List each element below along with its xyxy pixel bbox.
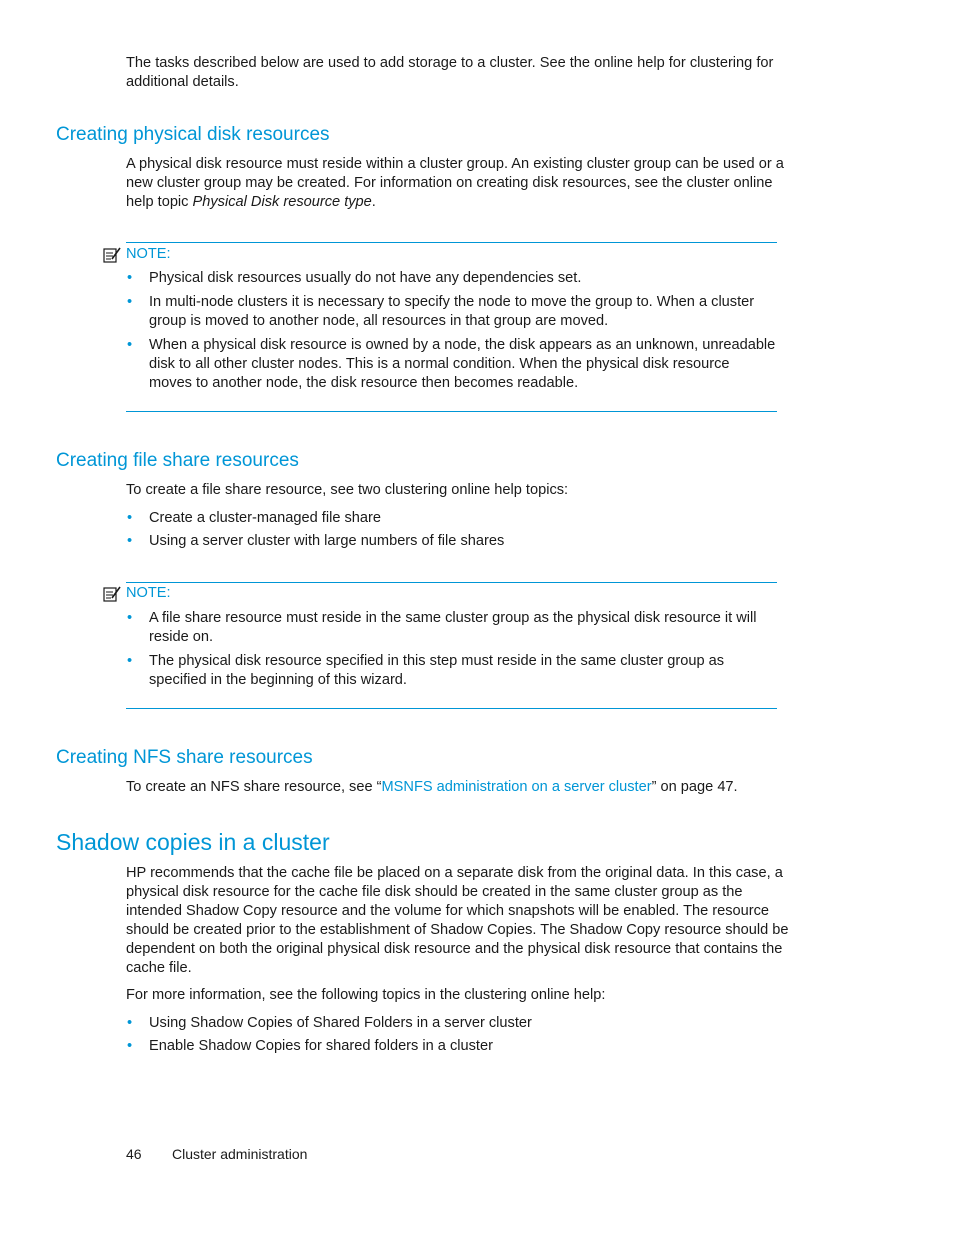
msnfs-admin-link[interactable]: MSNFS administration on a server cluster	[381, 779, 652, 795]
page-footer	[126, 1145, 307, 1164]
physical-disk-text: A physical disk resource must reside within a cluster group. An existing cluster group can be used or a new cluster group may be created. For information on creating disk resources, see the cluster online help topic	[126, 156, 784, 210]
note-top-rule	[126, 582, 777, 583]
list-item	[126, 1014, 786, 1033]
note-bottom-rule	[126, 708, 777, 709]
list-item-text: In multi-node clusters it is necessary to specify the node to move the group to. When a cluster group is moved to another node, all resources in that group are moved.	[149, 294, 755, 329]
bullet-icon: •	[127, 653, 133, 669]
shadow-paragraph: HP recommends that the cache file be placed on a separate disk from the original data. In this case, a physical disk resource for the cache file disk should be created in the same cluster group as the intended Shadow Copy resource and the volume for which snapshots will be enabled. The resource should be created prior to the establishment of Shadow Copies. The Shadow Copy resource should be dependent on both the original physical disk resource and the physical disk resource that contains the cache file.	[126, 865, 789, 976]
heading-physical-disk: Creating physical disk resources	[56, 124, 330, 145]
file-share-paragraph: To create a file share resource, see two clustering online help topics:	[126, 482, 569, 498]
list-item-text: Using Shadow Copies of Shared Folders in a server cluster	[149, 1015, 532, 1031]
nfs-text-end: ” on page 47.	[651, 779, 738, 795]
bullet-icon: •	[127, 1038, 133, 1054]
list-item	[126, 509, 786, 528]
list-item-text: A file share resource must reside in the same cluster group as the physical disk resource it will reside on.	[149, 610, 757, 645]
nfs-paragraph	[126, 778, 802, 797]
list-item-text: Physical disk resources usually do not have any dependencies set.	[149, 270, 582, 286]
bullet-icon: •	[127, 1015, 133, 1031]
list-item-text: The physical disk resource specified in this step must reside in the same cluster group as specified in the beginning of this wizard.	[149, 653, 725, 688]
list-item	[126, 1037, 786, 1056]
chapter-title: Cluster administration	[172, 1146, 308, 1162]
intro-paragraph: The tasks described below are used to add storage to a cluster. See the online help for clustering for additional details.	[126, 55, 774, 90]
note-label	[103, 584, 171, 603]
heading-nfs-share: Creating NFS share resources	[56, 747, 313, 768]
list-item	[126, 336, 776, 393]
list-item	[126, 609, 776, 647]
page-number: 46	[126, 1146, 142, 1162]
list-item-text: Using a server cluster with large numbers of file shares	[149, 533, 505, 549]
note-pencil-icon	[103, 247, 121, 263]
note-label-text: NOTE:	[126, 246, 171, 262]
note-top-rule	[126, 242, 777, 243]
list-item-text: Enable Shadow Copies for shared folders in a cluster	[149, 1038, 493, 1054]
bullet-icon: •	[127, 610, 133, 626]
shadow-list	[126, 1014, 786, 1056]
bullet-icon: •	[127, 294, 133, 310]
physical-disk-text-end: .	[371, 194, 376, 210]
physical-note-list	[126, 269, 776, 393]
heading-shadow-copies: Shadow copies in a cluster	[56, 829, 330, 855]
file-share-note-list	[126, 609, 776, 690]
heading-file-share: Creating file share resources	[56, 450, 299, 471]
note-label	[103, 245, 171, 264]
list-item	[126, 293, 776, 331]
bullet-icon: •	[127, 270, 133, 286]
bullet-icon: •	[127, 337, 133, 353]
note-pencil-icon	[103, 586, 121, 602]
list-item	[126, 652, 776, 690]
nfs-text: To create an NFS share resource, see “	[126, 779, 382, 795]
list-item-text: When a physical disk resource is owned by a node, the disk appears as an unknown, unreadable disk to all other cluster nodes. This is a normal condition. When the physical disk resource moves to another node, the disk resource then becomes readable.	[149, 337, 776, 391]
physical-disk-topic: Physical Disk resource type	[192, 194, 372, 210]
file-share-list	[126, 509, 786, 551]
physical-disk-paragraph	[126, 155, 802, 212]
list-item	[126, 269, 776, 288]
note-label-text: NOTE:	[126, 585, 171, 601]
bullet-icon: •	[127, 510, 133, 526]
list-item-text: Create a cluster-managed file share	[149, 510, 381, 526]
bullet-icon: •	[127, 533, 133, 549]
note-bottom-rule	[126, 411, 777, 412]
shadow-paragraph-2: For more information, see the following topics in the clustering online help:	[126, 987, 606, 1003]
list-item	[126, 532, 786, 551]
